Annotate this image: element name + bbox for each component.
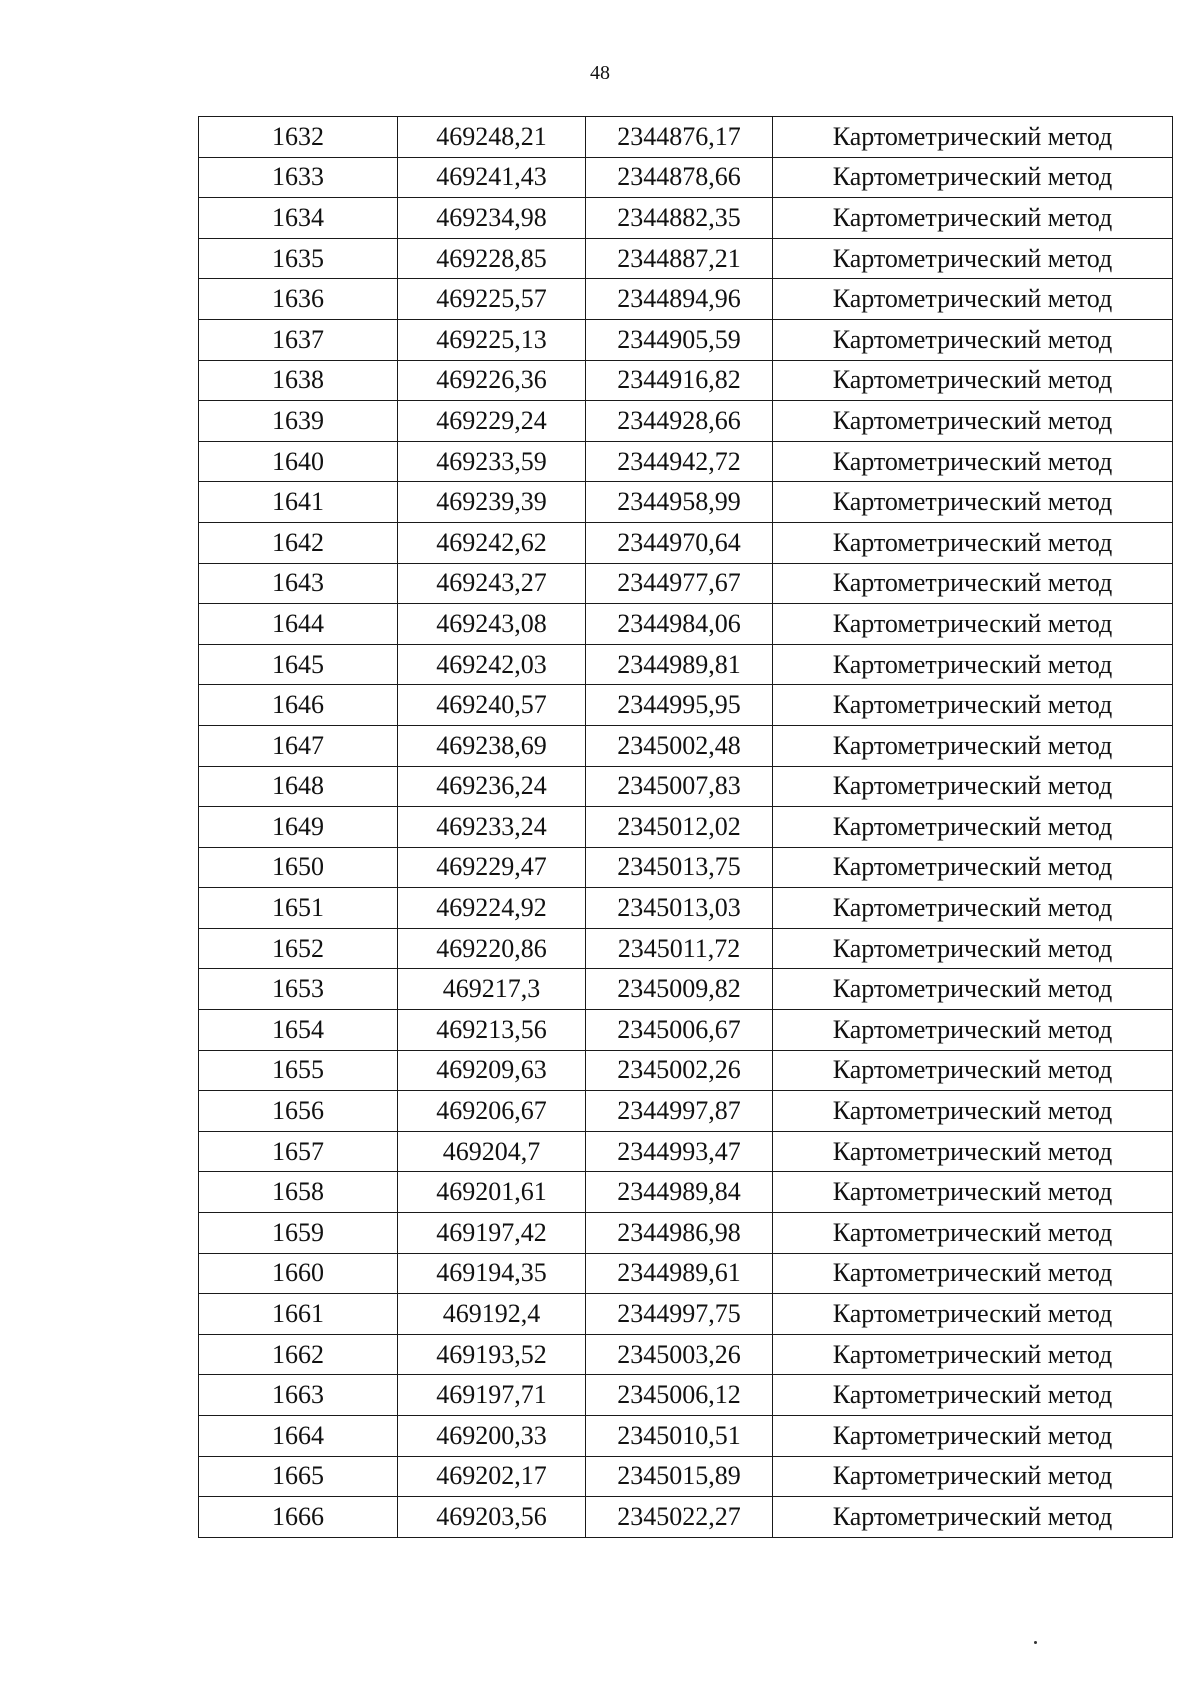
coordinate-y-cell: 2345007,83 xyxy=(586,766,773,807)
point-number-cell: 1646 xyxy=(199,685,398,726)
method-cell: Картометрический метод xyxy=(773,522,1173,563)
table-row xyxy=(199,279,1173,320)
method-cell: Картометрический метод xyxy=(773,847,1173,888)
method-cell: Картометрический метод xyxy=(773,1213,1173,1254)
table-row xyxy=(199,807,1173,848)
point-number-cell: 1650 xyxy=(199,847,398,888)
method-cell: Картометрический метод xyxy=(773,117,1173,158)
table-row xyxy=(199,319,1173,360)
point-number-cell: 1660 xyxy=(199,1253,398,1294)
method-cell: Картометрический метод xyxy=(773,807,1173,848)
coordinate-y-cell: 2344970,64 xyxy=(586,522,773,563)
coordinate-x-cell: 469194,35 xyxy=(398,1253,586,1294)
point-number-cell: 1656 xyxy=(199,1091,398,1132)
point-number-cell: 1655 xyxy=(199,1050,398,1091)
method-cell: Картометрический метод xyxy=(773,685,1173,726)
table-row xyxy=(199,157,1173,198)
coordinate-y-cell: 2344997,75 xyxy=(586,1294,773,1335)
coordinate-y-cell: 2345011,72 xyxy=(586,928,773,969)
coordinate-y-cell: 2345003,26 xyxy=(586,1334,773,1375)
point-number-cell: 1649 xyxy=(199,807,398,848)
coordinate-y-cell: 2345012,02 xyxy=(586,807,773,848)
coordinate-y-cell: 2344894,96 xyxy=(586,279,773,320)
method-cell: Картометрический метод xyxy=(773,319,1173,360)
point-number-cell: 1658 xyxy=(199,1172,398,1213)
coordinate-x-cell: 469200,33 xyxy=(398,1416,586,1457)
method-cell: Картометрический метод xyxy=(773,441,1173,482)
table-row xyxy=(199,1253,1173,1294)
coordinate-y-cell: 2344995,95 xyxy=(586,685,773,726)
table-row xyxy=(199,1497,1173,1538)
table-row xyxy=(199,482,1173,523)
coordinate-y-cell: 2345006,12 xyxy=(586,1375,773,1416)
point-number-cell: 1664 xyxy=(199,1416,398,1457)
table-row xyxy=(199,1010,1173,1051)
point-number-cell: 1635 xyxy=(199,238,398,279)
method-cell: Картометрический метод xyxy=(773,928,1173,969)
table-row xyxy=(199,1375,1173,1416)
method-cell: Картометрический метод xyxy=(773,1416,1173,1457)
coordinate-y-cell: 2345009,82 xyxy=(586,969,773,1010)
table-row xyxy=(199,928,1173,969)
point-number-cell: 1662 xyxy=(199,1334,398,1375)
table-row xyxy=(199,563,1173,604)
coordinate-x-cell: 469220,86 xyxy=(398,928,586,969)
method-cell: Картометрический метод xyxy=(773,360,1173,401)
coordinate-x-cell: 469243,27 xyxy=(398,563,586,604)
coordinate-x-cell: 469197,42 xyxy=(398,1213,586,1254)
point-number-cell: 1642 xyxy=(199,522,398,563)
table-row xyxy=(199,522,1173,563)
table-row xyxy=(199,1131,1173,1172)
coordinate-x-cell: 469241,43 xyxy=(398,157,586,198)
coordinate-y-cell: 2344905,59 xyxy=(586,319,773,360)
point-number-cell: 1645 xyxy=(199,644,398,685)
coordinate-y-cell: 2345015,89 xyxy=(586,1456,773,1497)
table-row xyxy=(199,725,1173,766)
coordinate-x-cell: 469229,47 xyxy=(398,847,586,888)
method-cell: Картометрический метод xyxy=(773,1334,1173,1375)
coordinate-x-cell: 469217,3 xyxy=(398,969,586,1010)
point-number-cell: 1643 xyxy=(199,563,398,604)
coordinate-x-cell: 469225,57 xyxy=(398,279,586,320)
method-cell: Картометрический метод xyxy=(773,1497,1173,1538)
method-cell: Картометрический метод xyxy=(773,644,1173,685)
coordinate-y-cell: 2344989,81 xyxy=(586,644,773,685)
coordinate-x-cell: 469234,98 xyxy=(398,198,586,239)
method-cell: Картометрический метод xyxy=(773,969,1173,1010)
coordinate-x-cell: 469202,17 xyxy=(398,1456,586,1497)
coordinate-x-cell: 469248,21 xyxy=(398,117,586,158)
point-number-cell: 1661 xyxy=(199,1294,398,1335)
table-row xyxy=(199,360,1173,401)
method-cell: Картометрический метод xyxy=(773,482,1173,523)
method-cell: Картометрический метод xyxy=(773,198,1173,239)
coordinate-y-cell: 2344958,99 xyxy=(586,482,773,523)
method-cell: Картометрический метод xyxy=(773,279,1173,320)
point-number-cell: 1663 xyxy=(199,1375,398,1416)
point-number-cell: 1640 xyxy=(199,441,398,482)
coordinate-x-cell: 469201,61 xyxy=(398,1172,586,1213)
method-cell: Картометрический метод xyxy=(773,1456,1173,1497)
point-number-cell: 1638 xyxy=(199,360,398,401)
point-number-cell: 1632 xyxy=(199,117,398,158)
point-number-cell: 1665 xyxy=(199,1456,398,1497)
method-cell: Картометрический метод xyxy=(773,888,1173,929)
table-row xyxy=(199,1334,1173,1375)
method-cell: Картометрический метод xyxy=(773,1091,1173,1132)
point-number-cell: 1647 xyxy=(199,725,398,766)
point-number-cell: 1652 xyxy=(199,928,398,969)
table-row xyxy=(199,1294,1173,1335)
coordinate-x-cell: 469204,7 xyxy=(398,1131,586,1172)
method-cell: Картометрический метод xyxy=(773,1131,1173,1172)
table-row xyxy=(199,1213,1173,1254)
method-cell: Картометрический метод xyxy=(773,725,1173,766)
coordinate-y-cell: 2344876,17 xyxy=(586,117,773,158)
point-number-cell: 1657 xyxy=(199,1131,398,1172)
coordinate-y-cell: 2344989,84 xyxy=(586,1172,773,1213)
method-cell: Картометрический метод xyxy=(773,1050,1173,1091)
table-row xyxy=(199,604,1173,645)
coordinate-x-cell: 469238,69 xyxy=(398,725,586,766)
method-cell: Картометрический метод xyxy=(773,1172,1173,1213)
table-row xyxy=(199,238,1173,279)
coordinate-x-cell: 469225,13 xyxy=(398,319,586,360)
coordinate-x-cell: 469192,4 xyxy=(398,1294,586,1335)
coordinate-x-cell: 469243,08 xyxy=(398,604,586,645)
coordinate-x-cell: 469236,24 xyxy=(398,766,586,807)
coordinate-y-cell: 2344993,47 xyxy=(586,1131,773,1172)
point-number-cell: 1666 xyxy=(199,1497,398,1538)
coordinate-x-cell: 469206,67 xyxy=(398,1091,586,1132)
table-row xyxy=(199,1456,1173,1497)
coordinate-x-cell: 469239,39 xyxy=(398,482,586,523)
method-cell: Картометрический метод xyxy=(773,401,1173,442)
table-row xyxy=(199,847,1173,888)
coordinate-x-cell: 469226,36 xyxy=(398,360,586,401)
table-row xyxy=(199,1416,1173,1457)
method-cell: Картометрический метод xyxy=(773,1294,1173,1335)
table-row xyxy=(199,969,1173,1010)
coordinate-y-cell: 2344989,61 xyxy=(586,1253,773,1294)
page-number: 48 xyxy=(590,62,610,84)
method-cell: Картометрический метод xyxy=(773,238,1173,279)
table-row xyxy=(199,1050,1173,1091)
coordinate-x-cell: 469233,59 xyxy=(398,441,586,482)
coordinate-y-cell: 2345002,26 xyxy=(586,1050,773,1091)
coordinate-y-cell: 2345002,48 xyxy=(586,725,773,766)
method-cell: Картометрический метод xyxy=(773,157,1173,198)
coordinate-y-cell: 2344942,72 xyxy=(586,441,773,482)
coordinate-x-cell: 469240,57 xyxy=(398,685,586,726)
coordinate-x-cell: 469197,71 xyxy=(398,1375,586,1416)
coordinate-y-cell: 2344997,87 xyxy=(586,1091,773,1132)
method-cell: Картометрический метод xyxy=(773,563,1173,604)
point-number-cell: 1659 xyxy=(199,1213,398,1254)
table-row xyxy=(199,644,1173,685)
point-number-cell: 1637 xyxy=(199,319,398,360)
coordinate-y-cell: 2344882,35 xyxy=(586,198,773,239)
table-row xyxy=(199,888,1173,929)
coordinate-y-cell: 2344928,66 xyxy=(586,401,773,442)
coordinate-x-cell: 469233,24 xyxy=(398,807,586,848)
coordinate-x-cell: 469242,62 xyxy=(398,522,586,563)
point-number-cell: 1636 xyxy=(199,279,398,320)
coordinate-y-cell: 2345006,67 xyxy=(586,1010,773,1051)
coordinate-x-cell: 469209,63 xyxy=(398,1050,586,1091)
coordinate-y-cell: 2344887,21 xyxy=(586,238,773,279)
coordinates-table-body xyxy=(199,117,1173,1538)
method-cell: Картометрический метод xyxy=(773,1253,1173,1294)
coordinate-y-cell: 2344916,82 xyxy=(586,360,773,401)
point-number-cell: 1653 xyxy=(199,969,398,1010)
coordinate-x-cell: 469224,92 xyxy=(398,888,586,929)
table-row xyxy=(199,401,1173,442)
method-cell: Картометрический метод xyxy=(773,604,1173,645)
table-row xyxy=(199,441,1173,482)
point-number-cell: 1654 xyxy=(199,1010,398,1051)
table-row xyxy=(199,117,1173,158)
table-row xyxy=(199,766,1173,807)
point-number-cell: 1639 xyxy=(199,401,398,442)
scan-speck xyxy=(1034,1641,1037,1644)
coordinate-y-cell: 2344878,66 xyxy=(586,157,773,198)
point-number-cell: 1651 xyxy=(199,888,398,929)
coordinate-y-cell: 2345022,27 xyxy=(586,1497,773,1538)
method-cell: Картометрический метод xyxy=(773,766,1173,807)
coordinate-y-cell: 2344986,98 xyxy=(586,1213,773,1254)
coordinate-x-cell: 469242,03 xyxy=(398,644,586,685)
coordinate-y-cell: 2344984,06 xyxy=(586,604,773,645)
point-number-cell: 1648 xyxy=(199,766,398,807)
coordinate-x-cell: 469203,56 xyxy=(398,1497,586,1538)
method-cell: Картометрический метод xyxy=(773,1010,1173,1051)
point-number-cell: 1634 xyxy=(199,198,398,239)
coordinate-x-cell: 469229,24 xyxy=(398,401,586,442)
table-row xyxy=(199,1172,1173,1213)
coordinate-y-cell: 2345013,75 xyxy=(586,847,773,888)
coordinate-y-cell: 2345010,51 xyxy=(586,1416,773,1457)
coordinates-table xyxy=(198,116,1173,1538)
point-number-cell: 1633 xyxy=(199,157,398,198)
table-row xyxy=(199,685,1173,726)
coordinate-x-cell: 469193,52 xyxy=(398,1334,586,1375)
table-row xyxy=(199,1091,1173,1132)
table-row xyxy=(199,198,1173,239)
coordinate-x-cell: 469228,85 xyxy=(398,238,586,279)
coordinate-x-cell: 469213,56 xyxy=(398,1010,586,1051)
point-number-cell: 1641 xyxy=(199,482,398,523)
point-number-cell: 1644 xyxy=(199,604,398,645)
coordinate-y-cell: 2345013,03 xyxy=(586,888,773,929)
method-cell: Картометрический метод xyxy=(773,1375,1173,1416)
coordinate-y-cell: 2344977,67 xyxy=(586,563,773,604)
